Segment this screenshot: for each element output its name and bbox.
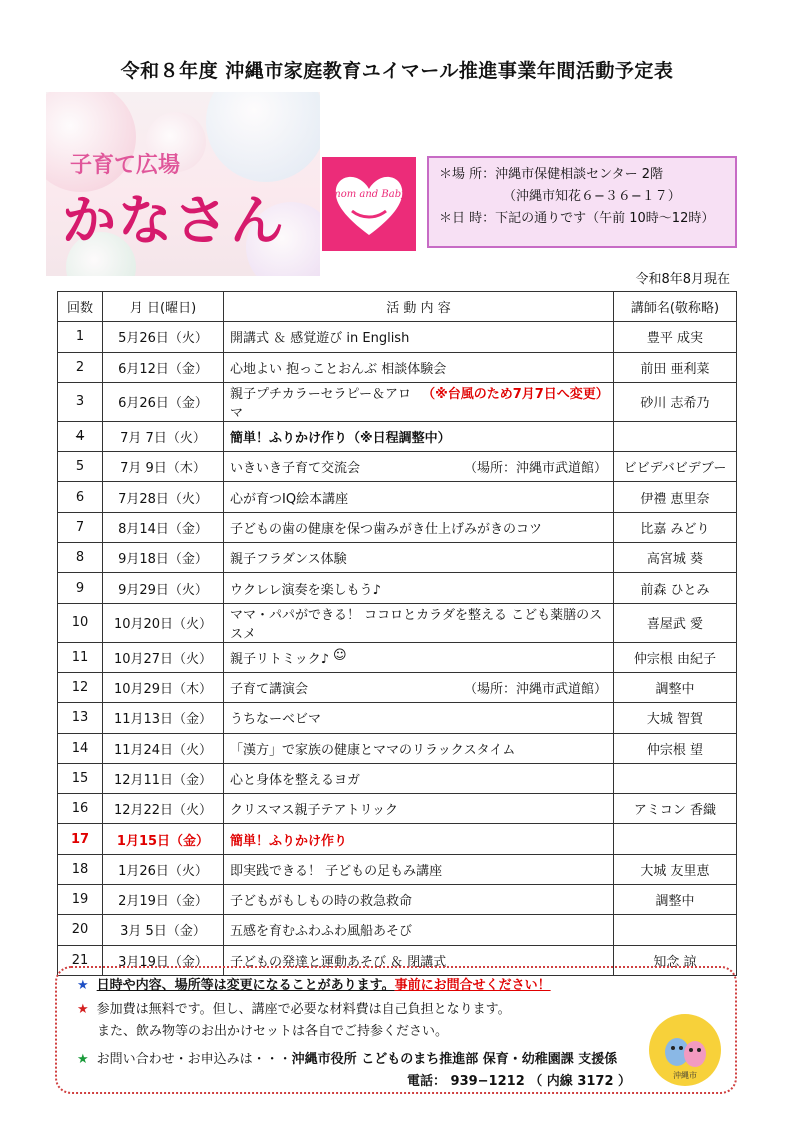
notice-contact: ★ お問い合わせ・お申込みは・・・沖縄市役所 こどものまち推進部 保育・幼稚園課 支援係 (77, 1052, 618, 1067)
cell-lecturer: ビビデバビデブー (614, 452, 737, 482)
mom-and-baby-logo (322, 157, 416, 251)
activity-text: 五感を育むふわふわ風船あそび (230, 924, 413, 940)
table-row (58, 854, 737, 884)
header-lecturer: 講師名(敬称略) (614, 292, 737, 322)
cell-date: 7月 7日（火） (103, 421, 224, 451)
table-row (58, 322, 737, 352)
cell-date: 12月22日（火） (103, 794, 224, 824)
cell-no: 16 (58, 794, 103, 824)
cell-date: 10月20日（火） (103, 603, 224, 642)
cell-lecturer: 前田 亜利菜 (614, 352, 737, 382)
header-no: 回数 (58, 292, 103, 322)
table-row (58, 382, 737, 421)
cell-no: 2 (58, 352, 103, 382)
cell-date: 9月29日（火） (103, 573, 224, 603)
table-row (58, 512, 737, 542)
notice-line-3: また、飲み物等のお出かけセットは各自でご持参ください。 (97, 1024, 449, 1039)
cell-activity (224, 703, 614, 733)
table-row (58, 824, 737, 854)
cell-lecturer: 仲宗根 由紀子 (614, 642, 737, 672)
cell-activity (224, 915, 614, 945)
header-activity: 活 動 内 容 (224, 292, 614, 322)
cell-lecturer: 知念 諒 (614, 945, 737, 975)
activity-text: 親子リトミック♪ (230, 651, 330, 667)
cell-date: 7月28日（火） (103, 482, 224, 512)
as-of-date: 令和8年8月現在 (635, 272, 730, 287)
table-row (58, 733, 737, 763)
activity-text: 即実践できる！ 子どもの足もみ講座 (230, 863, 443, 879)
cell-activity (224, 603, 614, 642)
cell-lecturer: 前森 ひとみ (614, 573, 737, 603)
cell-no: 11 (58, 642, 103, 672)
activity-text: ウクレレ演奏を楽しもう♪ (230, 582, 381, 598)
activity-text: 心地よい 抱っことおんぶ 相談体験会 (230, 361, 447, 377)
kanasan-banner (46, 92, 320, 276)
star-icon: ★ (77, 1002, 89, 1017)
table-row (58, 573, 737, 603)
cell-lecturer: 大城 友里恵 (614, 854, 737, 884)
cell-activity (224, 352, 614, 382)
cell-activity (224, 452, 614, 482)
activity-location-note: （場所：沖縄市武道館） (463, 682, 607, 698)
cell-activity (224, 733, 614, 763)
cell-date: 2月19日（金） (103, 885, 224, 915)
cell-no: 5 (58, 452, 103, 482)
mascot-emblem (649, 1014, 721, 1086)
mascot-label: 沖縄市 (673, 1071, 697, 1080)
cell-no: 4 (58, 421, 103, 451)
activity-text: 子どもの歯の健康を保つ歯みがき仕上げみがきのコツ (230, 521, 543, 537)
activity-change-note: （※台風のため7月7日へ変更） (422, 386, 609, 402)
cell-lecturer: 仲宗根 望 (614, 733, 737, 763)
cell-no: 13 (58, 703, 103, 733)
activity-text: 子育て講演会 (230, 682, 309, 698)
cell-lecturer: 比嘉 みどり (614, 512, 737, 542)
cell-no: 8 (58, 543, 103, 573)
table-row (58, 603, 737, 642)
activity-text: クリスマス親子テアトリック (230, 803, 398, 819)
cell-activity (224, 672, 614, 702)
activity-text: 子どもの発達と運動あそび ＆ 閉講式 (230, 954, 447, 970)
table-row (58, 794, 737, 824)
cell-lecturer: アミコン 香織 (614, 794, 737, 824)
cell-date: 10月29日（木） (103, 672, 224, 702)
cell-activity (224, 763, 614, 793)
activity-text: 心が育つIQ絵本講座 (230, 491, 349, 507)
cell-date: 12月11日（金） (103, 763, 224, 793)
cell-no: 18 (58, 854, 103, 884)
header-date: 月 日(曜日) (103, 292, 224, 322)
table-header-row (58, 292, 737, 322)
activity-text: 親子プチカラーセラピー＆アロマ (230, 386, 411, 421)
cell-lecturer: 高宮城 葵 (614, 543, 737, 573)
cell-no: 12 (58, 672, 103, 702)
cell-lecturer: 調整中 (614, 885, 737, 915)
notice-box (55, 966, 737, 1094)
activity-text: ママ・パパができる！ ココロとカラダを整える こども薬膳のススメ (230, 607, 603, 642)
activity-text: 心と身体を整えるヨガ (230, 773, 361, 788)
cell-date: 3月19日（金） (103, 945, 224, 975)
cell-date: 1月15日（金） (103, 824, 224, 854)
cell-lecturer: 砂川 志希乃 (614, 382, 737, 421)
cell-no: 1 (58, 322, 103, 352)
table-row (58, 672, 737, 702)
notice-line-1: ★ 日時や内容、場所等は変更になることがあります。事前にお問合せください！ (77, 978, 551, 993)
cell-lecturer: 喜屋武 愛 (614, 603, 737, 642)
cell-no: 17 (58, 824, 103, 854)
cell-activity (224, 421, 614, 451)
cell-date: 6月12日（金） (103, 352, 224, 382)
table-row (58, 352, 737, 382)
info-place: ＊場 所：沖縄市保健相談センター 2階 (439, 167, 664, 182)
activity-text: うちなーベビマ (230, 712, 322, 728)
table-row (58, 763, 737, 793)
activity-text: 開講式 ＆ 感覚遊び in English (230, 331, 410, 347)
info-address: （沖縄市知花６−３６−１７） (503, 189, 681, 204)
activity-text: 簡単！ふりかけ作り（※日程調整中） (230, 431, 451, 447)
cell-date: 7月 9日（木） (103, 452, 224, 482)
cell-activity (224, 382, 614, 421)
table-row (58, 452, 737, 482)
cell-activity (224, 794, 614, 824)
activity-text: 「漢方」で家族の健康とママのリラックスタイム (230, 742, 516, 758)
schedule-table (57, 291, 737, 976)
cell-lecturer: 伊禮 恵里奈 (614, 482, 737, 512)
cell-date: 11月24日（火） (103, 733, 224, 763)
table-row (58, 703, 737, 733)
activity-location-note: （場所：沖縄市武道館） (463, 461, 607, 477)
cell-date: 1月26日（火） (103, 854, 224, 884)
notice-line-2: ★ 参加費は無料です。但し、講座で必要な材料費は自己負担となります。 (77, 1002, 511, 1017)
smiley-icon: ☺ (333, 647, 347, 663)
info-box (427, 156, 737, 248)
contact-phone: 電話： 939−1212 （ 内線 3172 ） (407, 1074, 632, 1089)
cell-date: 10月27日（火） (103, 642, 224, 672)
cell-activity (224, 642, 614, 672)
table-row (58, 915, 737, 945)
cell-no: 14 (58, 733, 103, 763)
cell-lecturer: 調整中 (614, 672, 737, 702)
cell-no: 3 (58, 382, 103, 421)
activity-text: 親子フラダンス体験 (230, 552, 347, 568)
cell-date: 11月13日（金） (103, 703, 224, 733)
page-title: 令和８年度 沖縄市家庭教育ユイマール推進事業年間活動予定表 (120, 60, 674, 82)
cell-no: 7 (58, 512, 103, 542)
mascot-icon (649, 1014, 721, 1086)
banner-subtitle: 子育て広場 (70, 152, 181, 178)
table-row (58, 482, 737, 512)
table-row (58, 885, 737, 915)
cell-date: 3月 5日（金） (103, 915, 224, 945)
cell-lecturer (614, 763, 737, 793)
cell-activity (224, 885, 614, 915)
cell-activity (224, 854, 614, 884)
cell-lecturer: 豊平 成実 (614, 322, 737, 352)
cell-lecturer: 大城 智賀 (614, 703, 737, 733)
cell-date: 6月26日（金） (103, 382, 224, 421)
table-row (58, 421, 737, 451)
cell-lecturer (614, 824, 737, 854)
star-icon: ★ (77, 1052, 89, 1067)
cell-activity (224, 322, 614, 352)
table-row (58, 642, 737, 672)
cell-activity (224, 482, 614, 512)
cell-no: 20 (58, 915, 103, 945)
activity-text: 簡単！ふりかけ作り (230, 833, 348, 849)
cell-no: 10 (58, 603, 103, 642)
cell-no: 15 (58, 763, 103, 793)
cell-no: 21 (58, 945, 103, 975)
cell-activity (224, 543, 614, 573)
table-row (58, 543, 737, 573)
cell-lecturer (614, 421, 737, 451)
cell-lecturer (614, 915, 737, 945)
cell-date: 5月26日（火） (103, 322, 224, 352)
cell-activity (224, 573, 614, 603)
cell-date: 8月14日（金） (103, 512, 224, 542)
cell-date: 9月18日（金） (103, 543, 224, 573)
info-time: ＊日 時：下記の通りです（午前 10時〜12時） (439, 211, 715, 226)
cell-no: 6 (58, 482, 103, 512)
cell-activity (224, 512, 614, 542)
banner-title: かなさん (62, 188, 286, 252)
cell-activity (224, 824, 614, 854)
heart-logo-icon (322, 157, 416, 251)
cell-no: 9 (58, 573, 103, 603)
activity-text: 子どもがもしもの時の救急救命 (230, 894, 413, 910)
logo-text: mom and Baby (331, 189, 407, 200)
cell-no: 19 (58, 885, 103, 915)
activity-text: いきいき子育て交流会 (230, 461, 361, 477)
star-icon: ★ (77, 978, 89, 993)
